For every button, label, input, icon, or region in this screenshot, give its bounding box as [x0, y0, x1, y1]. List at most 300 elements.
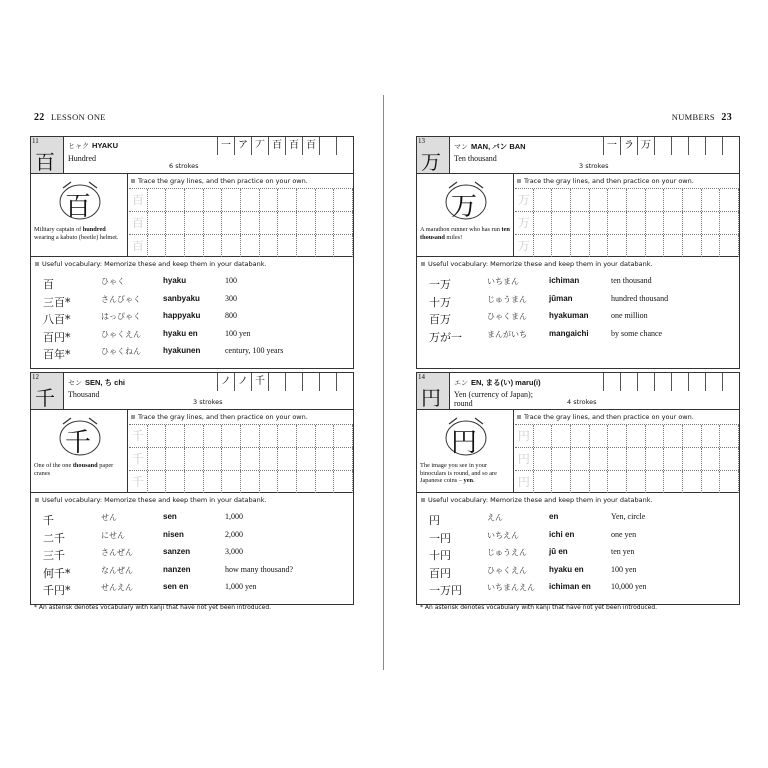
- vocab-list: [417, 504, 739, 604]
- practice-cell: [664, 189, 683, 211]
- vocab-romaji: hyakunen: [163, 346, 201, 355]
- vocab-instruction-text: Useful vocabulary: Memorize these and keep them in your databank.: [42, 496, 267, 504]
- trace-instruction-text: Trace the gray lines, and then practice on your own.: [524, 177, 694, 185]
- mnemonic-illustration: [417, 410, 514, 492]
- stroke-order-cell: [620, 373, 637, 391]
- practice-cell: [683, 471, 702, 493]
- vocab-instruction: [417, 493, 739, 504]
- stroke-order-cell: ア: [234, 137, 251, 155]
- vocab-kanji: 百円: [429, 566, 451, 580]
- practice-cell: [608, 448, 627, 470]
- practice-cell: [627, 425, 646, 447]
- practice-cell: [334, 425, 353, 447]
- mnemonic-caption: [34, 462, 126, 477]
- card-header: [417, 137, 739, 174]
- practice-cell: [702, 471, 721, 493]
- kanji-meaning: Hundred: [68, 154, 96, 163]
- trace-instruction: [131, 177, 308, 185]
- practice-cell: 百: [129, 212, 148, 234]
- illustration-kanji: 円: [451, 428, 478, 458]
- vocab-romaji: ichiman en: [549, 582, 591, 591]
- practice-cell: [627, 448, 646, 470]
- practice-cell: [166, 235, 185, 257]
- practice-cell: [297, 212, 316, 234]
- vocab-row: [31, 311, 353, 329]
- practice-cell: [627, 189, 646, 211]
- practice-section: [31, 174, 353, 257]
- trace-instruction-text: Trace the gray lines, and then practice on your own.: [138, 413, 308, 421]
- practice-cell: [552, 235, 571, 257]
- practice-cell: [664, 212, 683, 234]
- vocab-hiragana: さんぜん: [101, 548, 133, 557]
- vocab-list: [31, 504, 353, 604]
- practice-cell: [241, 235, 260, 257]
- practice-cell: [627, 235, 646, 257]
- kanji-meaning: Yen (currency of Japan); round: [454, 390, 533, 408]
- kanji-box: [417, 137, 450, 173]
- vocab-row: [417, 530, 739, 548]
- caption-keyword: yen: [463, 477, 473, 485]
- practice-cell: [334, 212, 353, 234]
- practice-cell: 円: [515, 425, 534, 447]
- stroke-order-cell: [671, 373, 688, 391]
- vocab-hiragana: せんえん: [101, 583, 133, 592]
- vocab-kanji: 三千: [43, 549, 65, 562]
- vocab-hiragana: ひゃくまん: [487, 312, 527, 321]
- practice-cell: [683, 189, 702, 211]
- kanji-number: 12: [32, 373, 39, 381]
- practice-cell: [702, 448, 721, 470]
- practice-cell: [204, 189, 223, 211]
- caption-text: paper cranes: [34, 462, 114, 477]
- practice-cell: [148, 235, 167, 257]
- right-page-header: [672, 112, 736, 123]
- kanji-reading: [454, 141, 526, 152]
- vocab-row: [417, 582, 739, 600]
- practice-cell: [608, 425, 627, 447]
- practice-cell: [683, 235, 702, 257]
- practice-cell: [571, 235, 590, 257]
- practice-cell: [148, 425, 167, 447]
- kanji-reading: [454, 377, 541, 388]
- practice-cell: [204, 471, 223, 493]
- vocab-kanji: 百円*: [43, 330, 71, 344]
- practice-cell: [185, 425, 204, 447]
- mnemonic-caption: [420, 462, 512, 485]
- vocab-list: [417, 268, 739, 368]
- vocab-kanji: 三百*: [43, 295, 71, 309]
- vocab-instruction: [31, 493, 353, 504]
- practice-cell: [608, 471, 627, 493]
- stroke-order-cell: [603, 373, 620, 391]
- vocab-row: [417, 311, 739, 329]
- practice-cell: [316, 471, 335, 493]
- stroke-order-cell: 一: [603, 137, 620, 155]
- romaji-reading: SEN, ち chi: [85, 378, 126, 387]
- practice-row: [129, 448, 353, 471]
- vocab-romaji: happyaku: [163, 311, 201, 320]
- vocab-kanji: 一万円: [429, 584, 462, 597]
- practice-cell: [148, 212, 167, 234]
- vocab-meaning: 10,000 yen: [611, 582, 647, 591]
- kanji-card-en: [416, 372, 740, 605]
- stroke-order-cell: [319, 373, 336, 391]
- stroke-order-cell: [705, 373, 722, 391]
- kanji-character: 万: [421, 150, 441, 174]
- katakana-reading: エン: [454, 379, 468, 387]
- stroke-order-cell: [268, 373, 285, 391]
- practice-cell: [297, 235, 316, 257]
- caption-text: .: [473, 477, 475, 485]
- practice-cell: [702, 235, 721, 257]
- bullet-square: [517, 179, 521, 183]
- practice-cell: [720, 235, 739, 257]
- practice-cell: [204, 425, 223, 447]
- practice-cell: [720, 471, 739, 493]
- kanji-character: 円: [421, 386, 441, 410]
- practice-cell: [222, 425, 241, 447]
- kanji-number: 14: [418, 373, 425, 381]
- caption-keyword: thousand: [72, 462, 98, 469]
- practice-cell: 万: [515, 212, 534, 234]
- vocab-instruction-text: Useful vocabulary: Memorize these and keep them in your databank.: [428, 260, 653, 268]
- practice-cell: [664, 448, 683, 470]
- romaji-reading: MAN, バン BAN: [471, 142, 526, 151]
- vocab-hiragana: ひゃくえん: [487, 565, 527, 575]
- vocab-hiragana: なんぜん: [101, 565, 133, 575]
- stroke-count: 6 strokes: [169, 162, 199, 170]
- practice-cell: 万: [515, 235, 534, 257]
- practice-cell: [590, 448, 609, 470]
- practice-cell: [241, 471, 260, 493]
- kanji-reading: [68, 377, 125, 388]
- practice-cell: 千: [129, 471, 148, 493]
- practice-cell: [316, 235, 335, 257]
- practice-cell: [260, 448, 279, 470]
- practice-cell: [702, 425, 721, 447]
- practice-row: [515, 212, 739, 235]
- vocab-hiragana: いちまん: [487, 277, 519, 286]
- illustration-kanji: 万: [451, 192, 478, 222]
- practice-cell: [222, 235, 241, 257]
- vocab-meaning: ten thousand: [611, 276, 652, 285]
- practice-cell: [278, 212, 297, 234]
- practice-row: [515, 235, 739, 257]
- vocab-hiragana: じゅうまん: [487, 294, 527, 304]
- page-number: 22: [34, 112, 45, 123]
- practice-cell: [222, 212, 241, 234]
- caption-text: The image you see in your binoculars is round, and so are Japanese coins –: [420, 462, 497, 485]
- practice-cell: [720, 425, 739, 447]
- vocab-kanji: 千円*: [43, 584, 71, 597]
- kanji-meaning: Ten thousand: [454, 154, 497, 163]
- vocab-romaji: en: [549, 512, 559, 521]
- trace-instruction: [517, 413, 694, 421]
- bullet-square: [35, 262, 39, 266]
- kanji-meaning: Thousand: [68, 390, 100, 399]
- practice-cell: [534, 471, 553, 493]
- practice-cell: [571, 425, 590, 447]
- stroke-order-cell: [654, 373, 671, 391]
- vocab-romaji: sanzen: [163, 547, 191, 556]
- practice-cell: [278, 448, 297, 470]
- vocab-meaning: one yen: [611, 529, 637, 539]
- vocab-kanji: 十万: [429, 295, 451, 309]
- vocab-romaji: sanbyaku: [163, 293, 200, 303]
- romaji-reading: EN, まる(い) maru(i): [471, 378, 541, 387]
- vocab-hiragana: いちまんえん: [487, 583, 535, 592]
- illustration-image: [55, 178, 105, 222]
- practice-cell: [646, 235, 665, 257]
- vocab-list: [31, 268, 353, 368]
- practice-grid: [515, 424, 739, 492]
- practice-row: [129, 189, 353, 212]
- practice-cell: [260, 425, 279, 447]
- practice-cell: [590, 235, 609, 257]
- practice-cell: [534, 448, 553, 470]
- trace-instruction: [517, 177, 694, 185]
- practice-cell: [646, 471, 665, 493]
- practice-cell: [571, 212, 590, 234]
- vocab-row: [31, 329, 353, 347]
- stroke-order-cell: 一: [217, 137, 234, 155]
- vocab-romaji: ichiman: [549, 276, 580, 285]
- stroke-order-cell: [688, 373, 705, 391]
- stroke-order-cell: 万: [637, 137, 654, 155]
- stroke-order-cell: 百: [285, 137, 302, 155]
- practice-cell: 百: [129, 235, 148, 257]
- practice-row: [515, 425, 739, 448]
- practice-cell: [185, 448, 204, 470]
- stroke-order-cell: ノ: [234, 373, 251, 391]
- vocab-kanji: 百万: [429, 313, 451, 326]
- vocab-hiragana: えん: [487, 513, 503, 522]
- stroke-order-cell: 丆: [251, 137, 268, 155]
- caption-text: wearing a kabuto (beetle) helmet.: [34, 233, 119, 241]
- vocab-meaning: hundred thousand: [611, 293, 669, 303]
- bullet-square: [131, 415, 135, 419]
- vocab-meaning: 100 yen: [225, 328, 251, 338]
- left-page-header: [30, 112, 106, 123]
- practice-cell: [702, 189, 721, 211]
- practice-cell: 千: [129, 448, 148, 470]
- practice-cell: [222, 448, 241, 470]
- vocab-hiragana: はっぴゃく: [101, 312, 141, 321]
- practice-cell: [148, 471, 167, 493]
- illustration-image: [441, 414, 491, 458]
- practice-cell: [316, 212, 335, 234]
- stroke-order-cell: [336, 137, 353, 155]
- practice-cell: [683, 212, 702, 234]
- practice-cell: [260, 212, 279, 234]
- practice-cell: [334, 235, 353, 257]
- stroke-order: [217, 373, 353, 391]
- practice-cell: [534, 212, 553, 234]
- stroke-order-cell: 百: [268, 137, 285, 155]
- vocab-hiragana: せん: [101, 513, 117, 522]
- vocab-hiragana: ひゃく: [101, 277, 125, 286]
- vocab-hiragana: いちえん: [487, 530, 519, 540]
- vocab-meaning: by some chance: [611, 328, 663, 338]
- practice-cell: [260, 471, 279, 493]
- practice-row: [129, 425, 353, 448]
- practice-section: [417, 174, 739, 257]
- stroke-order-cell: [688, 137, 705, 155]
- practice-cell: [185, 189, 204, 211]
- practice-cell: [552, 189, 571, 211]
- vocab-romaji: sen en: [163, 582, 189, 591]
- practice-cell: [241, 212, 260, 234]
- practice-row: [515, 471, 739, 493]
- vocab-kanji: 十円: [429, 549, 451, 562]
- practice-row: [129, 235, 353, 257]
- practice-cell: [297, 189, 316, 211]
- vocab-kanji: 万が一: [429, 330, 462, 344]
- kanji-character: 百: [35, 150, 55, 174]
- practice-cell: [608, 212, 627, 234]
- stroke-count: 3 strokes: [193, 398, 223, 406]
- card-header: [31, 137, 353, 174]
- practice-cell: [204, 212, 223, 234]
- stroke-order-cell: ラ: [620, 137, 637, 155]
- stroke-count: 3 strokes: [579, 162, 609, 170]
- vocab-meaning: one million: [611, 311, 648, 320]
- practice-cell: [590, 189, 609, 211]
- vocab-row: [417, 565, 739, 583]
- kanji-number: 11: [32, 137, 39, 145]
- caption-text: One of the one: [34, 462, 73, 469]
- vocab-row: [31, 547, 353, 565]
- vocab-kanji: 百: [43, 278, 54, 291]
- practice-cell: [608, 189, 627, 211]
- practice-cell: [664, 471, 683, 493]
- stroke-order-cell: [722, 137, 739, 155]
- practice-cell: [166, 471, 185, 493]
- practice-cell: [185, 212, 204, 234]
- vocab-meaning: ten yen: [611, 547, 635, 556]
- stroke-order: [603, 373, 739, 391]
- practice-cell: [627, 212, 646, 234]
- practice-row: [515, 189, 739, 212]
- vocab-kanji: 何千*: [43, 566, 71, 580]
- practice-cell: [552, 471, 571, 493]
- stroke-order-cell: 千: [251, 373, 268, 391]
- stroke-order-cell: [319, 137, 336, 155]
- stroke-order-cell: [705, 137, 722, 155]
- practice-cell: [166, 212, 185, 234]
- practice-cell: [608, 235, 627, 257]
- illustration-kanji: 百: [65, 192, 92, 222]
- practice-cell: [627, 471, 646, 493]
- practice-cell: [552, 448, 571, 470]
- kanji-card-hyaku: [30, 136, 354, 369]
- stroke-order-cell: [285, 373, 302, 391]
- vocab-meaning: 1,000: [225, 512, 243, 521]
- bullet-square: [421, 498, 425, 502]
- stroke-order-cell: [654, 137, 671, 155]
- kanji-reading: [68, 141, 118, 151]
- practice-cell: 千: [129, 425, 148, 447]
- practice-cell: [166, 425, 185, 447]
- vocab-romaji: hyakuman: [549, 311, 589, 320]
- vocab-kanji: 千: [43, 514, 54, 527]
- vocab-row: [31, 565, 353, 583]
- romaji-reading: HYAKU: [92, 141, 118, 150]
- practice-cell: [571, 471, 590, 493]
- practice-cell: [646, 448, 665, 470]
- kanji-card-sen: [30, 372, 354, 605]
- stroke-order: [603, 137, 739, 155]
- vocab-kanji: 百年*: [43, 348, 71, 361]
- caption-keyword: hundred: [82, 226, 106, 233]
- mnemonic-illustration: [417, 174, 514, 256]
- practice-cell: [534, 425, 553, 447]
- practice-cell: [185, 235, 204, 257]
- practice-grid: [515, 188, 739, 256]
- practice-cell: [278, 235, 297, 257]
- vocab-romaji: mangaichi: [549, 328, 589, 338]
- practice-row: [515, 448, 739, 471]
- mnemonic-illustration: [31, 410, 128, 492]
- bullet-square: [421, 262, 425, 266]
- bullet-square: [35, 498, 39, 502]
- vocab-kanji: 八百*: [43, 313, 71, 326]
- footnote: * An asterisk denotes vocabulary with kanji that have not yet been introduced.: [420, 604, 658, 611]
- illustration-image: [441, 178, 491, 222]
- vocab-romaji: jū en: [549, 547, 568, 556]
- vocab-hiragana: にせん: [101, 530, 125, 540]
- practice-cell: [316, 425, 335, 447]
- practice-cell: [185, 471, 204, 493]
- kanji-box: [31, 373, 64, 409]
- running-head: NUMBERS: [671, 112, 715, 122]
- vocab-hiragana: じゅうえん: [487, 548, 527, 557]
- practice-cell: [683, 425, 702, 447]
- vocab-instruction: [31, 257, 353, 268]
- practice-cell: [148, 189, 167, 211]
- practice-cell: 円: [515, 448, 534, 470]
- stroke-count: 4 strokes: [567, 398, 597, 406]
- illustration-kanji: 千: [65, 428, 92, 458]
- practice-cell: [260, 235, 279, 257]
- kanji-card-man: [416, 136, 740, 369]
- stroke-order-cell: [722, 373, 739, 391]
- stroke-order-cell: [336, 373, 353, 391]
- kanji-box: [417, 373, 450, 409]
- practice-cell: [278, 471, 297, 493]
- practice-cell: [552, 425, 571, 447]
- practice-cell: [316, 189, 335, 211]
- practice-cell: [646, 212, 665, 234]
- stroke-order-cell: ノ: [217, 373, 234, 391]
- practice-cell: [222, 471, 241, 493]
- practice-cell: [334, 448, 353, 470]
- vocab-meaning: how many thousand?: [225, 564, 293, 574]
- practice-cell: [590, 425, 609, 447]
- practice-cell: [241, 189, 260, 211]
- illustration-image: [55, 414, 105, 458]
- practice-cell: [720, 212, 739, 234]
- practice-cell: [646, 425, 665, 447]
- card-header: [417, 373, 739, 410]
- katakana-reading: セン: [68, 379, 82, 387]
- vocab-romaji: ichi en: [549, 529, 575, 539]
- stroke-order-cell: 百: [302, 137, 319, 155]
- practice-cell: 円: [515, 471, 534, 493]
- practice-cell: [590, 212, 609, 234]
- vocab-hiragana: ひゃくえん: [101, 329, 141, 339]
- stroke-order-cell: [671, 137, 688, 155]
